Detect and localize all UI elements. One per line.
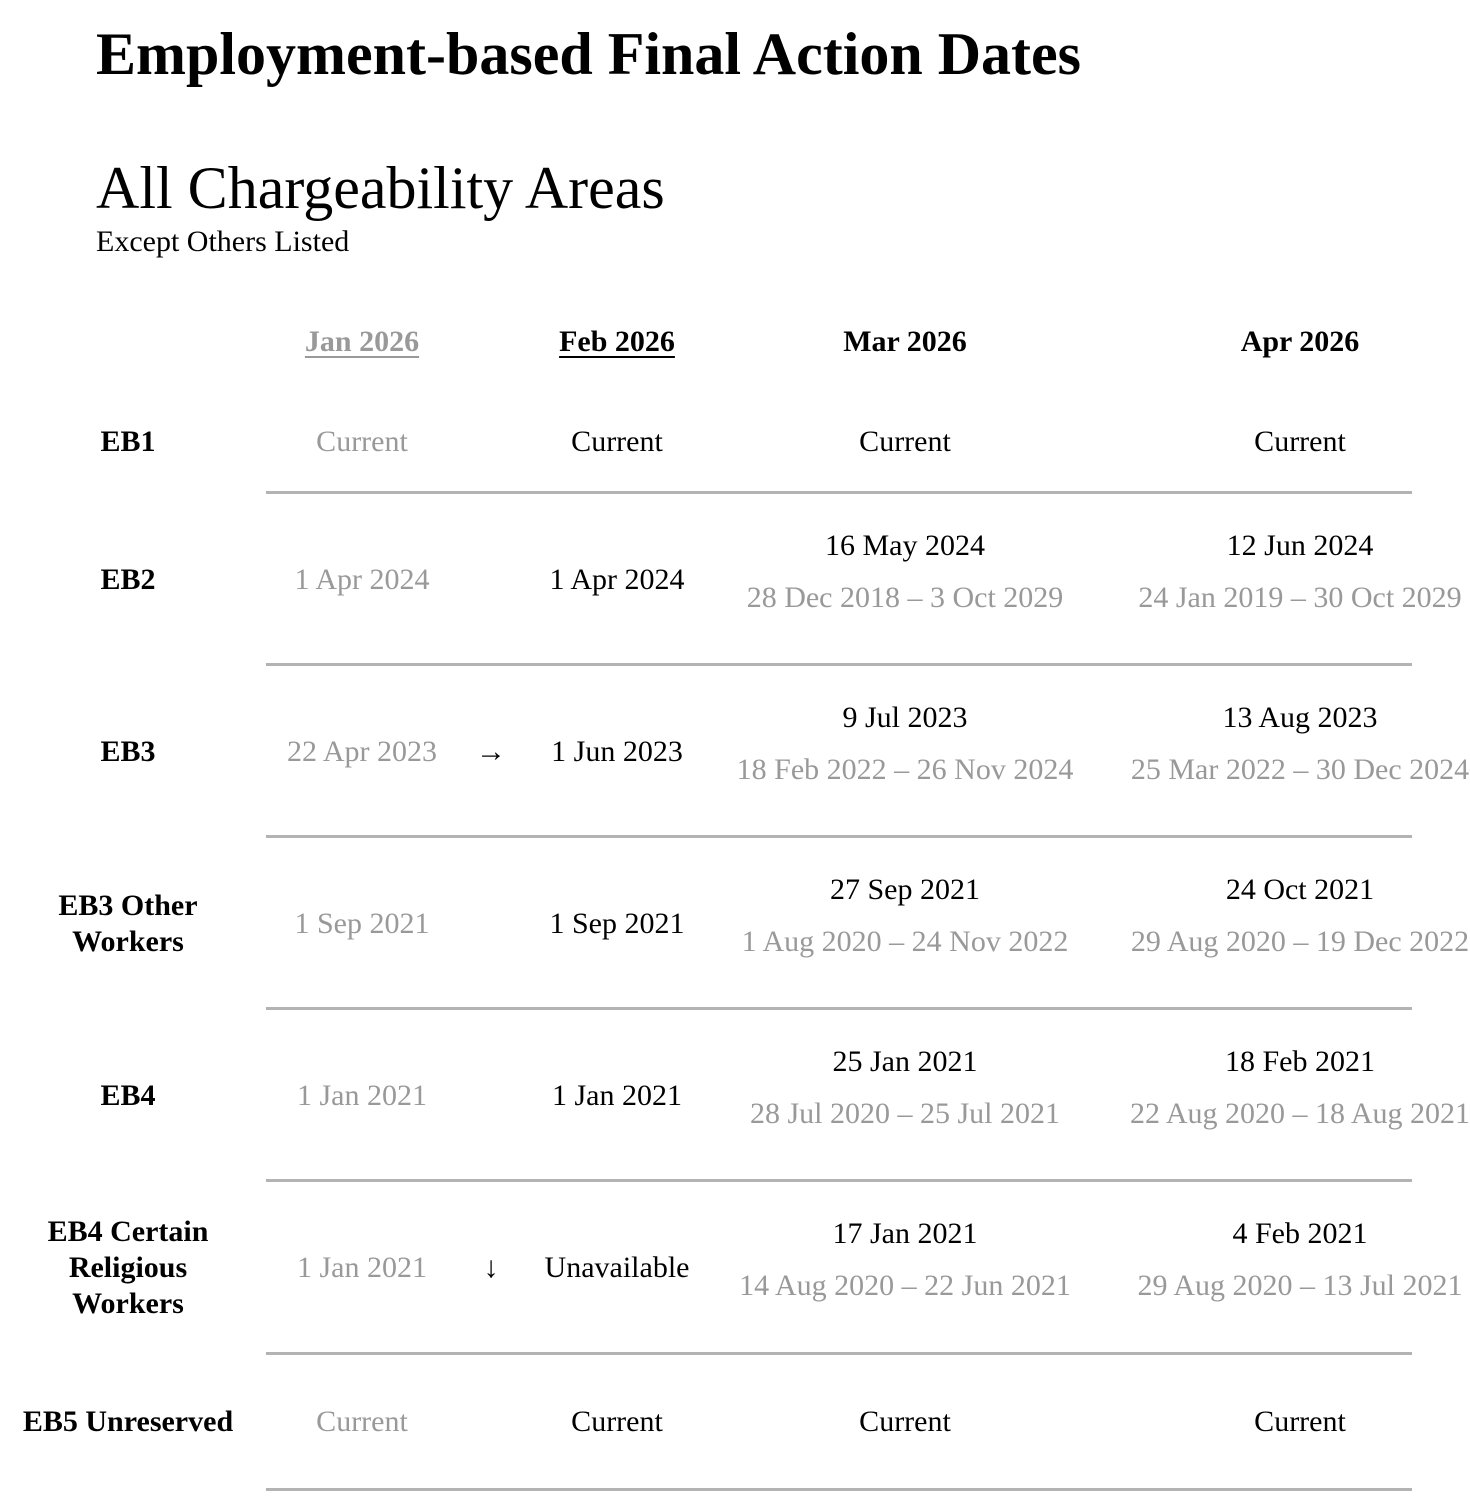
forecast-date: 24 Oct 2021 xyxy=(1225,873,1375,906)
column-header-feb-2026[interactable]: Feb 2026 xyxy=(559,325,675,358)
forecast-range: 1 Aug 2020 – 24 Nov 2022 xyxy=(741,925,1069,958)
jan-2026-value: Current xyxy=(316,425,408,458)
area-subtitle: Except Others Listed xyxy=(96,225,350,258)
apr-2026-forecast xyxy=(1130,1044,1470,1132)
row-divider xyxy=(266,1179,1412,1182)
column-header-apr-2026: Apr 2026 xyxy=(1240,325,1360,358)
row-divider xyxy=(266,1488,1412,1491)
forecast-date: 16 May 2024 xyxy=(825,529,985,562)
row-label-eb5-unreserved: EB5 Unreserved xyxy=(22,1405,234,1438)
mar-2026-value: Current xyxy=(859,425,951,458)
forecast-range: 28 Jul 2020 – 25 Jul 2021 xyxy=(749,1097,1061,1130)
forecast-range: 14 Aug 2020 – 22 Jun 2021 xyxy=(739,1269,1071,1302)
apr-2026-forecast xyxy=(1131,872,1469,960)
feb-2026-value: 1 Apr 2024 xyxy=(549,563,685,596)
feb-2026-value: 1 Jun 2023 xyxy=(551,735,683,768)
apr-2026-value: Current xyxy=(1254,1405,1346,1438)
jan-2026-value: Current xyxy=(316,1405,408,1438)
down-arrow-icon: ↓ xyxy=(483,1251,499,1284)
row-label-eb2: EB2 xyxy=(100,563,156,596)
apr-2026-forecast xyxy=(1131,700,1469,788)
feb-2026-value: Current xyxy=(571,425,663,458)
feb-2026-value: 1 Sep 2021 xyxy=(549,907,685,940)
forecast-range: 18 Feb 2022 – 26 Nov 2024 xyxy=(736,753,1074,786)
forecast-range: 25 Mar 2022 – 30 Dec 2024 xyxy=(1130,753,1470,786)
row-divider xyxy=(266,1352,1412,1355)
row-divider xyxy=(266,663,1412,666)
column-header-mar-2026: Mar 2026 xyxy=(843,325,967,358)
mar-2026-forecast xyxy=(739,1216,1071,1304)
mar-2026-forecast xyxy=(747,528,1064,616)
right-arrow-icon: → xyxy=(476,735,506,768)
forecast-range: 29 Aug 2020 – 19 Dec 2022 xyxy=(1130,925,1470,958)
apr-2026-forecast xyxy=(1138,528,1461,616)
forecast-range: 28 Dec 2018 – 3 Oct 2029 xyxy=(746,581,1064,614)
forecast-date: 9 Jul 2023 xyxy=(842,701,968,734)
area-title: All Chargeability Areas xyxy=(96,155,665,221)
mar-2026-forecast xyxy=(737,700,1074,788)
column-header-jan-2026[interactable]: Jan 2026 xyxy=(304,325,420,358)
forecast-range: 24 Jan 2019 – 30 Oct 2029 xyxy=(1138,581,1462,614)
mar-2026-forecast xyxy=(750,1044,1060,1132)
forecast-date: 27 Sep 2021 xyxy=(830,873,980,906)
jan-2026-value: 1 Apr 2024 xyxy=(294,563,430,596)
row-label-eb3: EB3 xyxy=(100,735,156,768)
jan-2026-value: 1 Sep 2021 xyxy=(294,907,430,940)
apr-2026-forecast xyxy=(1137,1216,1462,1304)
forecast-range: 29 Aug 2020 – 13 Jul 2021 xyxy=(1137,1269,1463,1302)
feb-2026-value: Unavailable xyxy=(544,1251,690,1284)
feb-2026-value: 1 Jan 2021 xyxy=(552,1079,682,1112)
jan-2026-value: 22 Apr 2023 xyxy=(287,735,437,768)
forecast-date: 12 Jun 2024 xyxy=(1226,529,1374,562)
row-label-eb3-other-workers: EB3 Other Workers xyxy=(58,889,198,958)
row-divider xyxy=(266,835,1412,838)
jan-2026-value: 1 Jan 2021 xyxy=(297,1079,427,1112)
row-label-eb4: EB4 xyxy=(100,1079,156,1112)
feb-2026-value: Current xyxy=(571,1405,663,1438)
mar-2026-forecast xyxy=(742,872,1069,960)
mar-2026-value: Current xyxy=(859,1405,951,1438)
jan-2026-value: 1 Jan 2021 xyxy=(297,1251,427,1284)
apr-2026-value: Current xyxy=(1254,425,1346,458)
forecast-date: 25 Jan 2021 xyxy=(832,1045,978,1078)
row-label-eb1: EB1 xyxy=(100,425,156,458)
forecast-date: 13 Aug 2023 xyxy=(1222,701,1378,734)
forecast-date: 17 Jan 2021 xyxy=(832,1217,978,1250)
page-title: Employment-based Final Action Dates xyxy=(96,21,1082,87)
row-divider xyxy=(266,491,1412,494)
forecast-range: 22 Aug 2020 – 18 Aug 2021 xyxy=(1129,1097,1470,1130)
row-divider xyxy=(266,1007,1412,1010)
row-label-eb4-certain-religious-workers: EB4 Certain Religious Workers xyxy=(47,1215,209,1320)
forecast-date: 4 Feb 2021 xyxy=(1232,1217,1368,1250)
forecast-date: 18 Feb 2021 xyxy=(1225,1045,1375,1078)
